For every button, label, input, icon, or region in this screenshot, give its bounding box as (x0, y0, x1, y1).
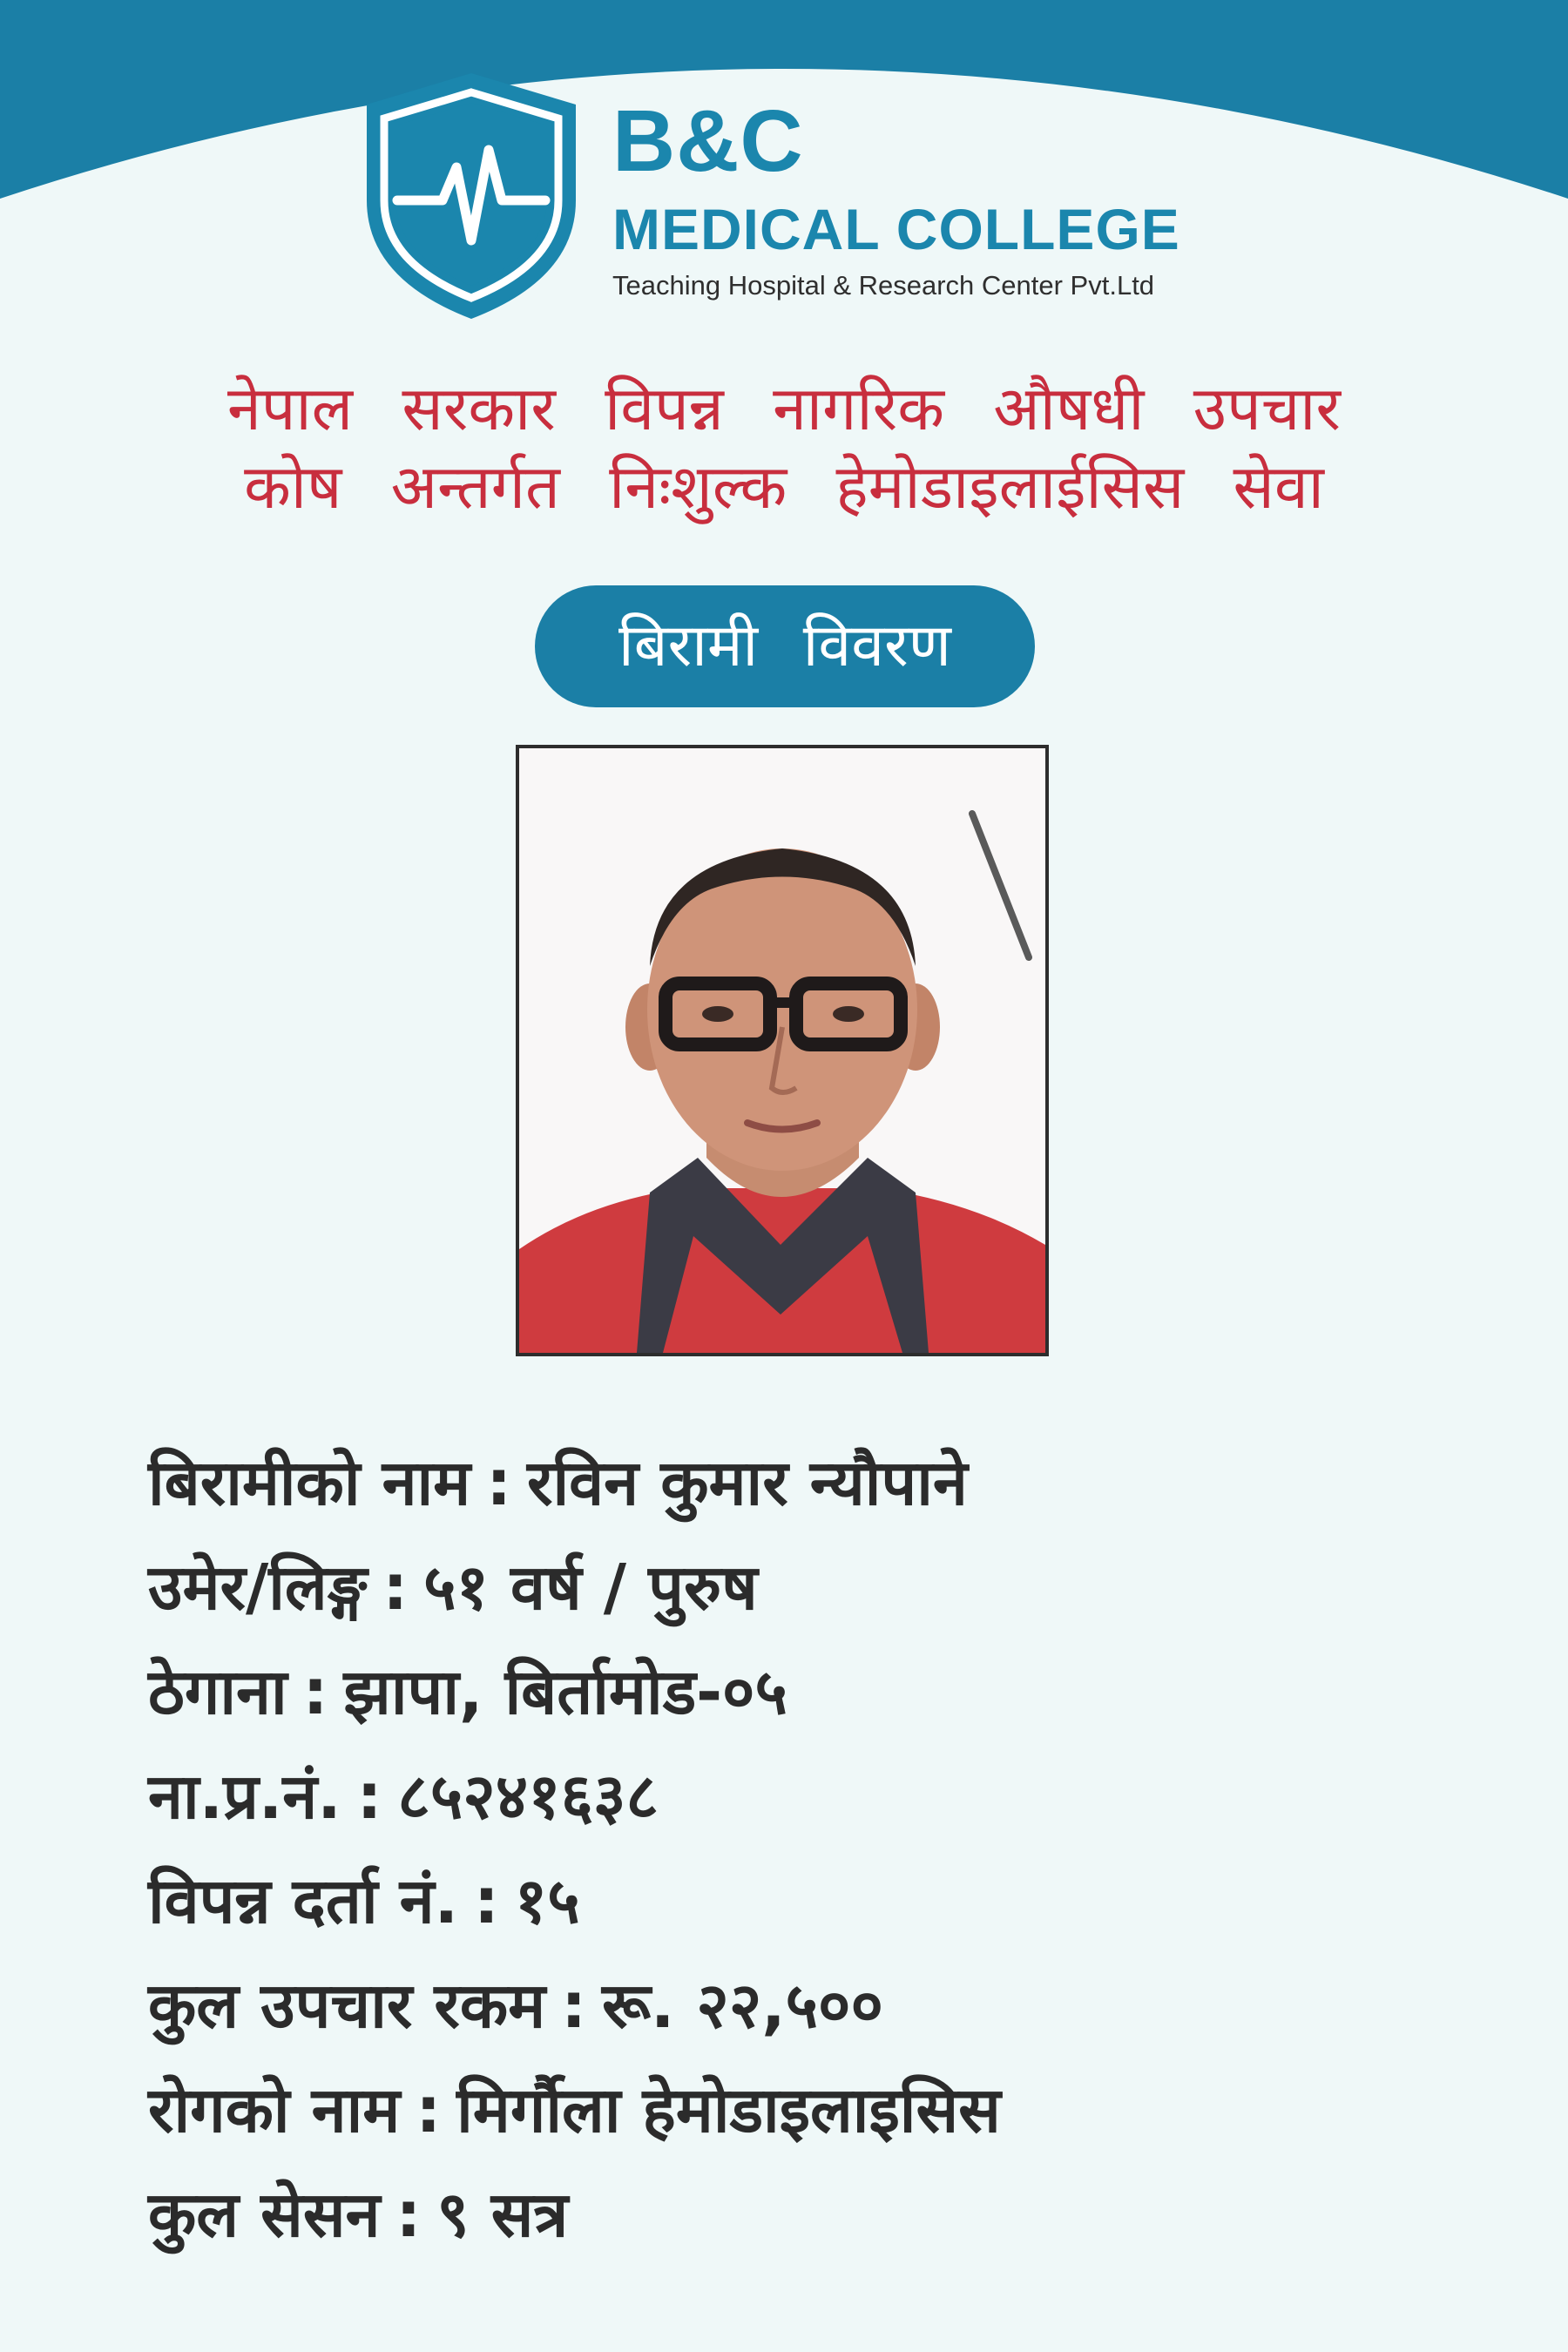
detail-value: रविन कुमार न्यौपाने (527, 1446, 968, 1519)
brand-college: MEDICAL COLLEGE (612, 197, 1180, 261)
detail-separator: : (382, 1551, 409, 1624)
detail-separator: : (486, 1446, 512, 1519)
detail-row-address (148, 1639, 1001, 1744)
detail-label: विपन्न दर्ता नं. (148, 1864, 458, 1937)
detail-label: ठेगाना (148, 1655, 287, 1728)
patient-details (148, 1430, 1001, 2267)
detail-value: ९ सत्र (436, 2178, 569, 2251)
detail-separator: : (416, 2073, 442, 2146)
shield-heartbeat-icon (362, 70, 580, 322)
detail-value: मिर्गौला हेमोडाइलाइसिस (456, 2073, 1001, 2146)
section-title-badge: बिरामी विवरण (535, 585, 1035, 707)
detail-value: १५ (514, 1864, 580, 1937)
patient-photo-image (519, 748, 1045, 1353)
brand-block (612, 92, 1180, 301)
detail-row-citizenship-no (148, 1744, 1001, 1848)
detail-label: बिरामीको नाम (148, 1446, 471, 1519)
detail-separator: : (473, 1864, 499, 1937)
detail-value: रू. २२,५०० (602, 1969, 883, 2042)
detail-row-disease-name (148, 2058, 1001, 2162)
detail-row-patient-name (148, 1430, 1001, 1535)
detail-row-registration-no (148, 1848, 1001, 1953)
brand-subtitle: Teaching Hospital & Research Center Pvt.Ltd (612, 270, 1155, 301)
headline-line-2: कोष अन्तर्गत निःशुल्क हेमोडाइलाईसिस सेवा (244, 451, 1324, 523)
detail-row-treatment-amount (148, 1953, 1001, 2058)
detail-separator: : (395, 2178, 422, 2251)
detail-label: ना.प्र.नं. (148, 1760, 341, 1833)
detail-label: कुल उपचार रकम (148, 1969, 546, 2042)
detail-separator: : (302, 1655, 328, 1728)
detail-row-age-gender (148, 1535, 1001, 1639)
detail-value: ५१ वर्ष / पुरुष (423, 1551, 758, 1624)
detail-value: झापा, बिर्तामोड-०५ (343, 1655, 787, 1728)
detail-label: उमेर/लिङ्ग (148, 1551, 368, 1624)
detail-label: कुल सेसन (148, 2178, 381, 2251)
headline-line-1: नेपाल सरकार विपन्न नागरिक औषधी उपचार (226, 373, 1342, 444)
detail-row-total-sessions (148, 2162, 1001, 2267)
detail-separator: : (356, 1760, 382, 1833)
detail-separator: : (561, 1969, 587, 2042)
patient-photo (516, 745, 1049, 1356)
brand-name: B&C (612, 92, 804, 190)
detail-value: ८५२४१६३८ (397, 1760, 659, 1833)
detail-label: रोगको नाम (148, 2073, 401, 2146)
